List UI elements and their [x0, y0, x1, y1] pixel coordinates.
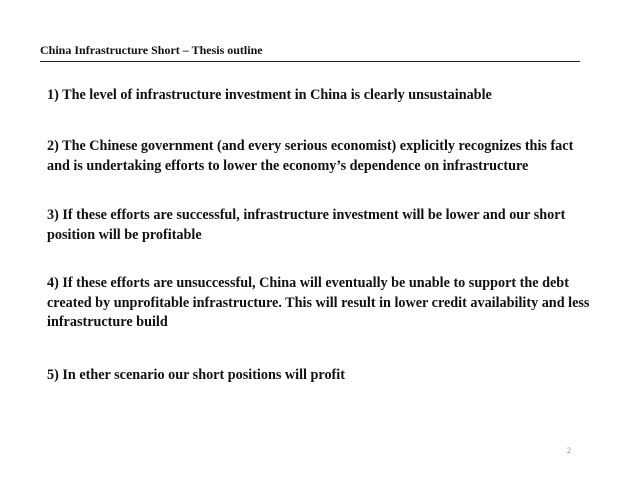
thesis-point-4: 4) If these efforts are unsuccessful, China will eventually be unable to support the debt created by unprofitable infrastructure. This will result in lower credit availability and less infrastructure build [47, 275, 590, 330]
title-divider [40, 61, 580, 62]
thesis-point-3: 3) If these efforts are successful, infrastructure investment will be lower and our short position will be profitable [47, 207, 566, 243]
thesis-point-1: 1) The level of infrastructure investment in China is clearly unsustainable [47, 87, 492, 103]
thesis-point-2: 2) The Chinese government (and every serious economist) explicitly recognizes this fact and is undertaking efforts to lower the economy’s dependence on infrastructure [47, 138, 574, 174]
page-number: 2 [567, 446, 571, 455]
slide-title: China Infrastructure Short – Thesis outline [40, 43, 263, 57]
thesis-point-5: 5) In ether scenario our short positions will profit [47, 367, 345, 383]
